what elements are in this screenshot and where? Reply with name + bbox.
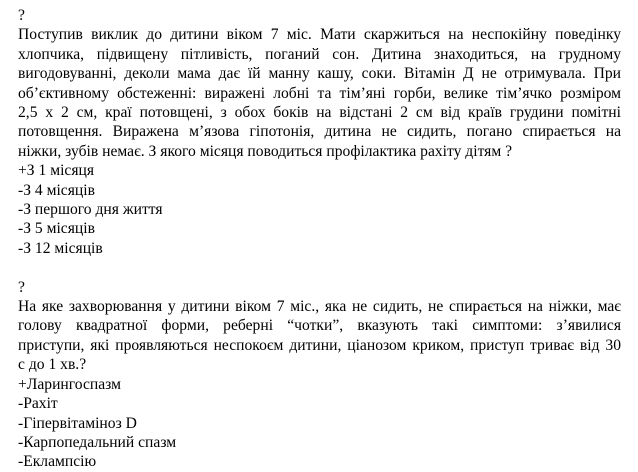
- question-text-line: хлопчика, підвищену пітливість, поганий сон. Дитина знаходиться, на грудному: [18, 45, 621, 63]
- answer-option: -З 5 місяців: [18, 220, 95, 238]
- answer-option: +Ларингоспазм: [18, 375, 121, 393]
- question-text-line: об’єктивному обстеженні: виражені лобні та тім’яні горби, велике тім’ячко розміром: [18, 84, 621, 102]
- answer-option: -Еклампсію: [18, 453, 97, 471]
- question-marker: ?: [18, 7, 25, 24]
- question-text-line: потовщення. Виражена м’язова гіпотонія, дитина не сидить, погано спирається на: [18, 123, 621, 141]
- document: [18, 6, 621, 472]
- answer-option: +З 1 місяця: [18, 162, 95, 180]
- question-text-line: с до 1 хв.?: [18, 356, 87, 374]
- question-1: [18, 6, 621, 258]
- answer-option: -З 4 місяців: [18, 181, 95, 199]
- answer-option: -Рахіт: [18, 395, 58, 413]
- question-text-line: На яке захворювання у дитини віком 7 міс., яка не сидить, не спирається на ніжки, має: [18, 298, 621, 316]
- answer-option: -Гіпервітаміноз D: [18, 414, 137, 432]
- answer-option: -З 12 місяців: [18, 239, 103, 257]
- question-text-line: вигодовуванні, деколи мама дає їй манну кашу, соки. Вітамін Д не отримувала. При: [18, 65, 621, 83]
- question-text-line: Поступив виклик до дитини віком 7 міс. Мати скаржиться на неспокійну поведінку: [18, 26, 621, 44]
- answer-option: -З першого дня життя: [18, 201, 163, 219]
- question-text-line: приступи, які проявляються неспокоєм дитини, ціанозом криком, приступ триває від 30: [18, 336, 621, 354]
- question-text-line: голову квадратної форми, реберні “чотки”, вказують такі симптоми: з’явилися: [18, 317, 621, 335]
- answer-option: -Карпопедальний спазм: [18, 433, 177, 451]
- blank-line: [18, 258, 621, 277]
- question-2: [18, 278, 621, 472]
- question-text-line: ніжки, зубів немає. З якого місяця поводиться профілактика рахіту дітям ?: [18, 142, 513, 160]
- question-marker: ?: [18, 278, 25, 296]
- question-text-line: 2,5 х 2 см, краї потовщені, з обох боків на відстані 2 см від країв грудини помітні: [18, 104, 621, 122]
